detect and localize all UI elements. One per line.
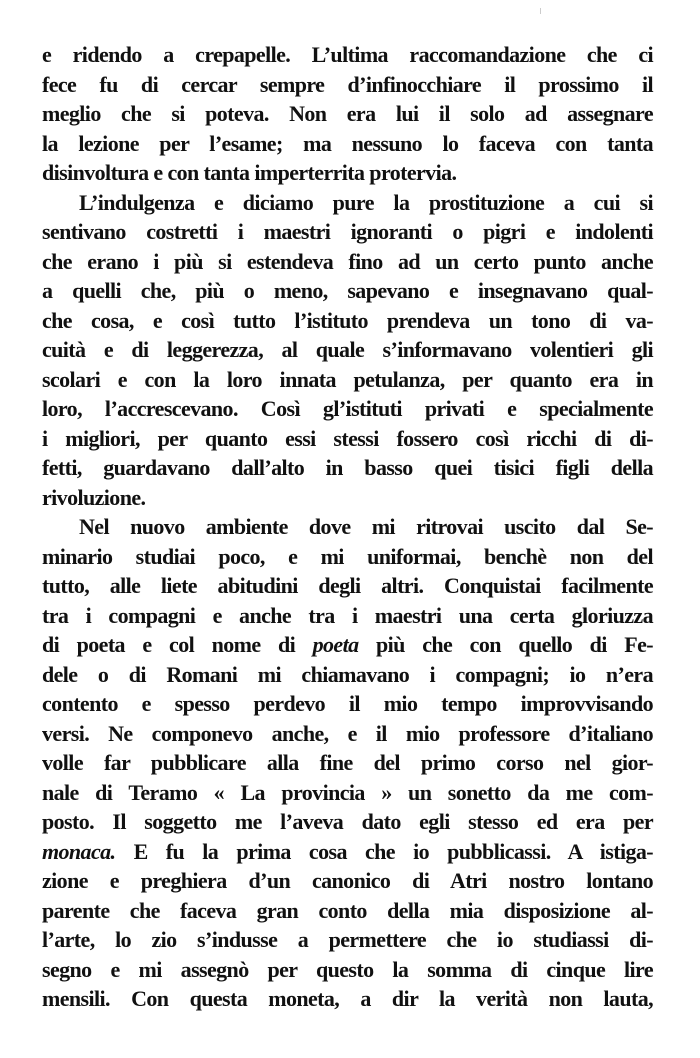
- text-segment: cuità e di leggerezza, al quale s’informavano volentieri gli: [42, 337, 653, 362]
- text-line: [42, 748, 653, 778]
- text-segment: disinvoltura e con tanta imperterrita protervia.: [42, 160, 457, 185]
- text-line: [42, 188, 653, 218]
- text-segment: parente che faceva gran conto della mia disposizione al-: [42, 897, 653, 923]
- text-segment: sentivano costretti i maestri ignoranti o pigri e indolenti: [42, 219, 653, 244]
- text-segment: mensili. Con questa moneta, a dir la verità non lauta,: [42, 986, 653, 1011]
- text-segment: segno e mi assegnò per questo la somma di cinque lire: [42, 956, 653, 982]
- text-line: [42, 306, 653, 336]
- text-segment: fece fu di cercar sempre d’infinocchiare il prossimo il: [42, 71, 653, 97]
- text-line: [42, 424, 653, 454]
- text-segment: tutto, alle liete abitudini degli altri. Conquistai facilmente: [42, 573, 653, 598]
- text-line: [42, 453, 653, 483]
- text-line: [42, 365, 653, 395]
- text-line: [42, 217, 653, 247]
- text-line: [42, 247, 653, 277]
- text-segment: scolari e con la loro innata petulanza, per quanto era in: [42, 366, 653, 392]
- text-segment: la lezione per l’esame; ma nessuno lo faceva con tanta: [42, 130, 653, 156]
- text-line: [42, 984, 653, 1014]
- text-line: [42, 40, 653, 70]
- text-segment: dele o di Romani mi chiamavano i compagni; io n’era: [42, 661, 653, 687]
- text-line: [42, 70, 653, 100]
- text-line: [42, 129, 653, 159]
- text-segment: minario studiai poco, e mi uniformai, benchè non del: [42, 543, 653, 569]
- text-line: [42, 630, 653, 660]
- text-segment: rivoluzione.: [42, 484, 146, 510]
- text-segment: fetti, guardavano dall’alto in basso quei tisici figli della: [42, 455, 653, 480]
- text-line: [42, 276, 653, 306]
- text-segment: che cosa, e così tutto l’istituto prendeva un tono di va-: [42, 307, 653, 333]
- text-segment: Nel nuovo ambiente dove mi ritrovai uscito dal Se-: [79, 514, 653, 539]
- text-segment: loro, l’accrescevano. Così gl’istituti privati e specialmente: [42, 396, 653, 421]
- text-line: [42, 866, 653, 896]
- text-line: [42, 483, 653, 513]
- text-segment: nale di Teramo « La provincia » un sonetto da me com-: [42, 779, 653, 805]
- text-segment: contento e spesso perdevo il mio tempo improvvisando: [42, 691, 653, 716]
- text-segment: i migliori, per quanto essi stessi fossero così ricchi di di-: [42, 425, 653, 451]
- text-line: [42, 394, 653, 424]
- text-line: [42, 660, 653, 690]
- italic-text: poeta: [312, 632, 359, 657]
- text-segment: zione e preghiera d’un canonico di Atri nostro lontano: [42, 868, 653, 893]
- text-line: [42, 542, 653, 572]
- text-segment: di poeta e col nome di: [42, 632, 313, 657]
- text-segment: e ridendo a crepapelle. L’ultima raccomandazione che ci: [42, 42, 653, 67]
- text-segment: che erano i più si estendeva fino ad un certo punto anche: [42, 248, 653, 274]
- text-line: [42, 571, 653, 601]
- text-line: [42, 778, 653, 808]
- text-segment: L’indulgenza e diciamo pure la prostituzione a cui si: [79, 189, 653, 215]
- text-line: [42, 896, 653, 926]
- text-line: [42, 807, 653, 837]
- text-line: [42, 837, 653, 867]
- text-segment: E fu la prima cosa che io pubblicassi. A istiga-: [115, 838, 653, 864]
- text-segment: meglio che si poteva. Non era lui il solo ad assegnare: [42, 101, 653, 126]
- text-line: [42, 99, 653, 129]
- text-segment: tra i compagni e anche tra i maestri una certa gloriuzza: [42, 602, 653, 628]
- text-line: [42, 719, 653, 749]
- text-line: [42, 925, 653, 955]
- text-segment: l’arte, lo zio s’indusse a permettere che io studiassi di-: [42, 927, 653, 952]
- text-line: [42, 601, 653, 631]
- document-page: [42, 40, 653, 1014]
- text-line: [42, 158, 653, 188]
- text-line: [42, 955, 653, 985]
- text-segment: posto. Il soggetto me l’aveva dato egli stesso ed era per: [42, 809, 653, 834]
- text-line: [42, 689, 653, 719]
- text-segment: più che con quello di Fe-: [358, 632, 653, 657]
- italic-text: monaca.: [42, 838, 116, 864]
- text-segment: versi. Ne componevo anche, e il mio professore d’italiano: [42, 720, 653, 746]
- text-line: [42, 512, 653, 542]
- text-segment: volle far pubblicare alla fine del primo corso nel gior-: [42, 750, 653, 775]
- text-line: [42, 335, 653, 365]
- scan-speck: [540, 8, 541, 14]
- text-segment: a quelli che, più o meno, sapevano e insegnavano qual-: [42, 278, 653, 303]
